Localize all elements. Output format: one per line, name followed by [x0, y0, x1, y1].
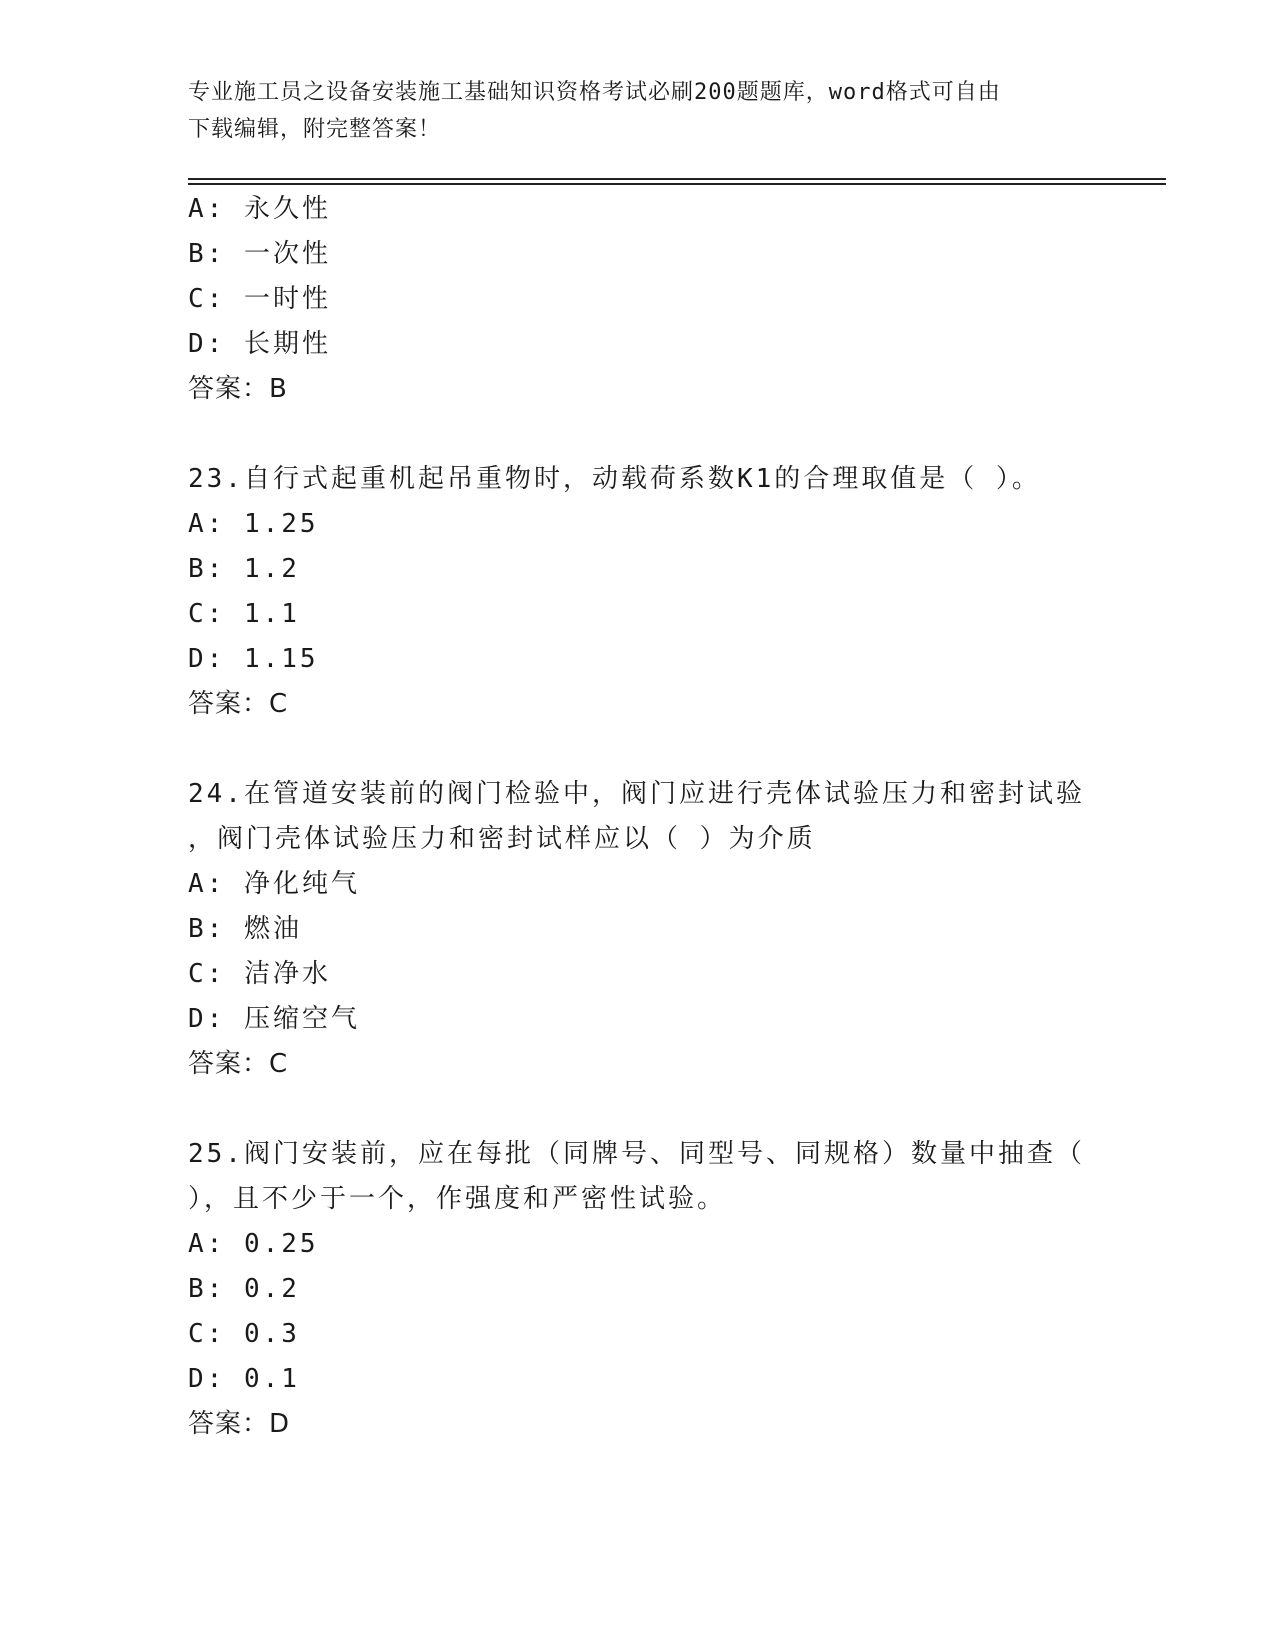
q25-option-d: D: 0.1 [188, 1364, 300, 1394]
header-title-line-1: 专业施工员之设备安装施工基础知识资格考试必刷200题题库，word格式可自由 [188, 80, 1001, 105]
q25-option-b: B: 0.2 [188, 1274, 300, 1304]
q23-option-d: D: 1.15 [188, 644, 319, 674]
document-header [188, 74, 1088, 148]
q22-option-c: C: 一时性 [188, 284, 331, 314]
q25-option-c: C: 0.3 [188, 1319, 300, 1349]
q22-option-b: B: 一次性 [188, 239, 331, 269]
q24-option-b: B: 燃油 [188, 914, 302, 944]
q25-question-line-1: 25.阀门安装前，应在每批（同牌号、同型号、同规格）数量中抽查（ [188, 1139, 1085, 1169]
header-divider-top [188, 178, 1166, 180]
q25-question-line-2: ），且不少于一个，作强度和严密性试验。 [188, 1184, 727, 1214]
q23-option-b: B: 1.2 [188, 554, 300, 584]
q23-option-a: A: 1.25 [188, 509, 319, 539]
q24-option-c: C: 洁净水 [188, 959, 331, 989]
q24-question-line-2: ，阀门壳体试验压力和密封试样应以（ ）为介质 [188, 824, 816, 854]
q24-question-line-1: 24.在管道安装前的阀门检验中，阀门应进行壳体试验压力和密封试验 [188, 779, 1085, 809]
header-title-line-2: 下载编辑，附完整答案！ [188, 117, 442, 142]
q22-option-a: A: 永久性 [188, 194, 331, 224]
q22-answer: 答案：B [188, 374, 288, 404]
q23-answer: 答案：C [188, 689, 289, 719]
header-divider-bottom [188, 183, 1166, 185]
q22-option-d: D: 长期性 [188, 329, 331, 359]
q25-answer: 答案：D [188, 1409, 291, 1439]
q25-option-a: A: 0.25 [188, 1229, 319, 1259]
q24-option-d: D: 压缩空气 [188, 1004, 360, 1034]
q23-option-c: C: 1.1 [188, 599, 300, 629]
q24-option-a: A: 净化纯气 [188, 869, 360, 899]
q24-answer: 答案：C [188, 1049, 289, 1079]
q23-question: 23.自行式起重机起吊重物时，动载荷系数K1的合理取值是（ ）。 [188, 464, 1041, 494]
